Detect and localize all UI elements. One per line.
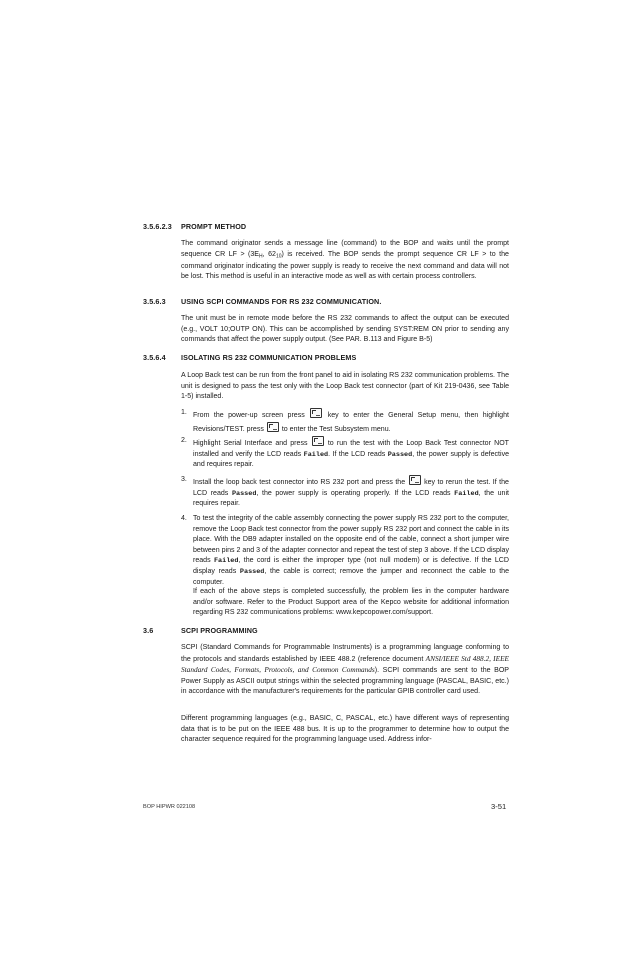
step-number: 4. — [181, 515, 187, 522]
prompt-method-paragraph: The command originator sends a message line (command) to the BOP and waits until the prompt sequence CR LF > ($3E_H$, $62_{10}$) is received. The BOP sends the prompt sequence CR LF > to the command originator indicating the power supply is ready to receive the next command and data will not be lost. This method is useful in an interactive mode as well as with certain process controllers. — [181, 240, 509, 281]
section-heading-using-scpi — [143, 297, 381, 306]
section-title: SCPI PROGRAMMING — [181, 626, 258, 635]
setup-key-icon — [310, 408, 322, 418]
section-number: 3.5.6.2.3 — [143, 222, 172, 231]
support-note-paragraph: If each of the above steps is completed successfully, the problem lies in the computer hardware and/or software. Refer to the Product Support area of the Kepco website for additional information regarding RS 232 communications problems: www.kepcopower.com/support. — [193, 588, 509, 617]
enter-key-icon — [267, 422, 279, 432]
rerun-key-icon — [409, 475, 421, 485]
section-number: 3.5.6.4 — [143, 353, 166, 362]
step-4-paragraph: To test the integrity of the cable assembly connecting the power supply RS 232 port to the computer, remove the Loop Back test connector from the power supply RS 232 port and connect the cable in its place. With the DB9 adapter installed on the opposite end of the cable, connect a short jumper wire between pins 2 and 3 of the adapter connector and repeat the test of step 3 above. If the LCD display reads Failed, the cord is either the improper type (not null modem) or is defective. If the LCD display reads Passed, the cable is correct; remove the jumper and reconnect the cable to the computer. — [193, 515, 509, 586]
using-scpi-paragraph: The unit must be in remote mode before the RS 232 commands to affect the output can be executed (e.g., VOLT 10;OUTP ON). This can be accomplished by sending SYST:REM ON prior to sending any commands that affect the power supply output. (See PAR. B.113 and Figure B-5) — [181, 315, 509, 344]
footer-document-id: BOP HIPWR 022108 — [143, 804, 196, 810]
step-3-paragraph: Install the loop back test connector into RS 232 port and press the key to rerun the test. If the LCD reads Passed, the power supply is operating properly. If the LCD reads Failed, the unit requires repair. — [193, 475, 509, 510]
step-2-paragraph: Highlight Serial Interface and press to run the test with the Loop Back Test connector NOT installed and verify the LCD reads Failed. If the LCD reads Passed, the power supply is defective and requires repair. — [193, 436, 509, 471]
footer-page-number: 3-51 — [491, 802, 507, 811]
section-number: 3.6 — [143, 626, 154, 635]
section-number: 3.5.6.3 — [143, 297, 166, 306]
step-number: 1. — [181, 409, 187, 416]
section-heading-isolating — [143, 353, 356, 362]
section-title: ISOLATING RS 232 COMMUNICATION PROBLEMS — [181, 353, 357, 362]
step-number: 3. — [181, 476, 187, 483]
run-key-icon — [312, 436, 324, 446]
section-heading-scpi-programming — [143, 626, 258, 635]
section-heading-prompt-method — [143, 222, 246, 231]
programming-languages-paragraph: Different programming languages (e.g., BASIC, C, PASCAL, etc.) have different ways of representing data that is to be put on the IEEE 488 bus. It is up to the programmer to determine how to output the character sequence required for the programming language used. Address infor- — [181, 715, 509, 744]
isolating-intro-paragraph: A Loop Back test can be run from the front panel to aid in isolating RS 232 communication problems. The unit is designed to pass the test only with the Loop Back test connector (part of Kit 219-0436, see Table 1-5) installed. — [181, 372, 509, 401]
step-number: 2. — [181, 437, 187, 444]
section-title: USING SCPI COMMANDS FOR RS 232 COMMUNICATION. — [181, 297, 382, 306]
scpi-programming-paragraph: SCPI (Standard Commands for Programmable Instruments) is a programming language conforming to the protocols and standards established by IEEE 488.2 (reference document ANSI/IEEE Std 488.2, IEEE Standard Codes, Formats, Protocols, and Common Commands). SCPI commands are sent to the BOP Power Supply as ASCII output strings within the selected programming language (PASCAL, BASIC, etc.) in accordance with the manufacturer's requirements for the particular GPIB controller card used. — [181, 644, 509, 696]
step-1-paragraph: From the power-up screen press key to enter the General Setup menu, then highlight Revisions/TEST. press to enter the Test Subsystem menu. — [193, 408, 509, 435]
section-title: PROMPT METHOD — [181, 222, 247, 231]
